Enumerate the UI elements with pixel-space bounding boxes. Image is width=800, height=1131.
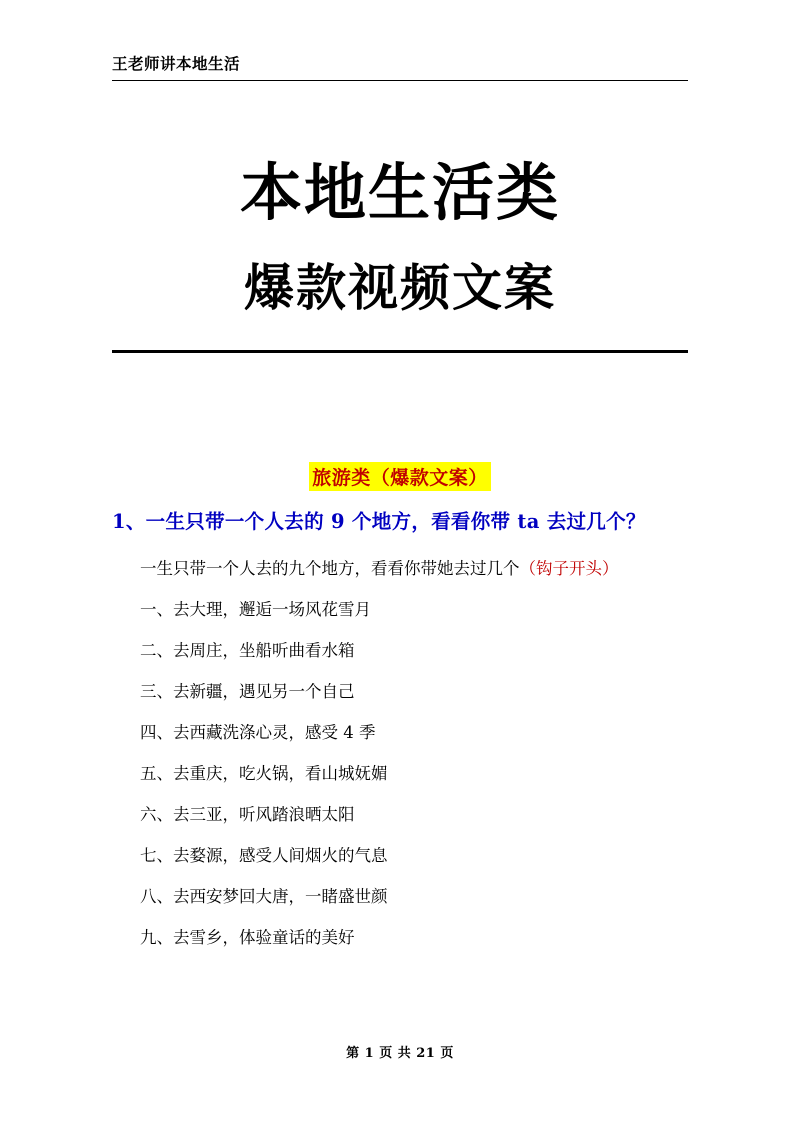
list-item: 七、去婺源，感受人间烟火的气息 [140,846,388,865]
header-title: 王老师讲本地生活 [112,54,241,73]
document-title-line1: 本地生活类 [239,156,560,229]
list-item: 九、去雪乡，体验童话的美好 [140,928,355,947]
body-content [112,548,712,958]
title-divider [112,350,688,353]
page-header [112,52,688,81]
list-item: 二、去周庄，坐船听曲看水箱 [140,641,355,660]
list-item: 六、去三亚，听风踏浪晒太阳 [140,805,355,824]
list-item: 四、去西藏洗涤心灵，感受 4 季 [140,723,376,742]
intro-note: （钩子开头） [519,559,619,578]
title-block [112,150,688,353]
list-item: 一、去大理，邂逅一场风花雪月 [140,600,371,619]
intro-text: 一生只带一个人去的九个地方，看看你带她去过几个 [140,559,520,578]
page-footer: 第 1 页 共 21 页 [346,1046,454,1061]
list-item: 八、去西安梦回大唐，一睹盛世颜 [140,887,388,906]
intro-paragraph [112,548,712,589]
list-item: 三、去新疆，遇见另一个自己 [140,682,355,701]
document-title-line2: 爆款视频文案 [244,259,556,317]
section-label-container [112,462,688,491]
section-label: 旅游类（爆款文案） [309,462,491,491]
list-item: 五、去重庆，吃火锅，看山城妩媚 [140,764,388,783]
item-heading: 1、一生只带一个人去的 9 个地方，看看你带 ta 去过几个？ [112,510,646,533]
header-divider [112,80,688,81]
